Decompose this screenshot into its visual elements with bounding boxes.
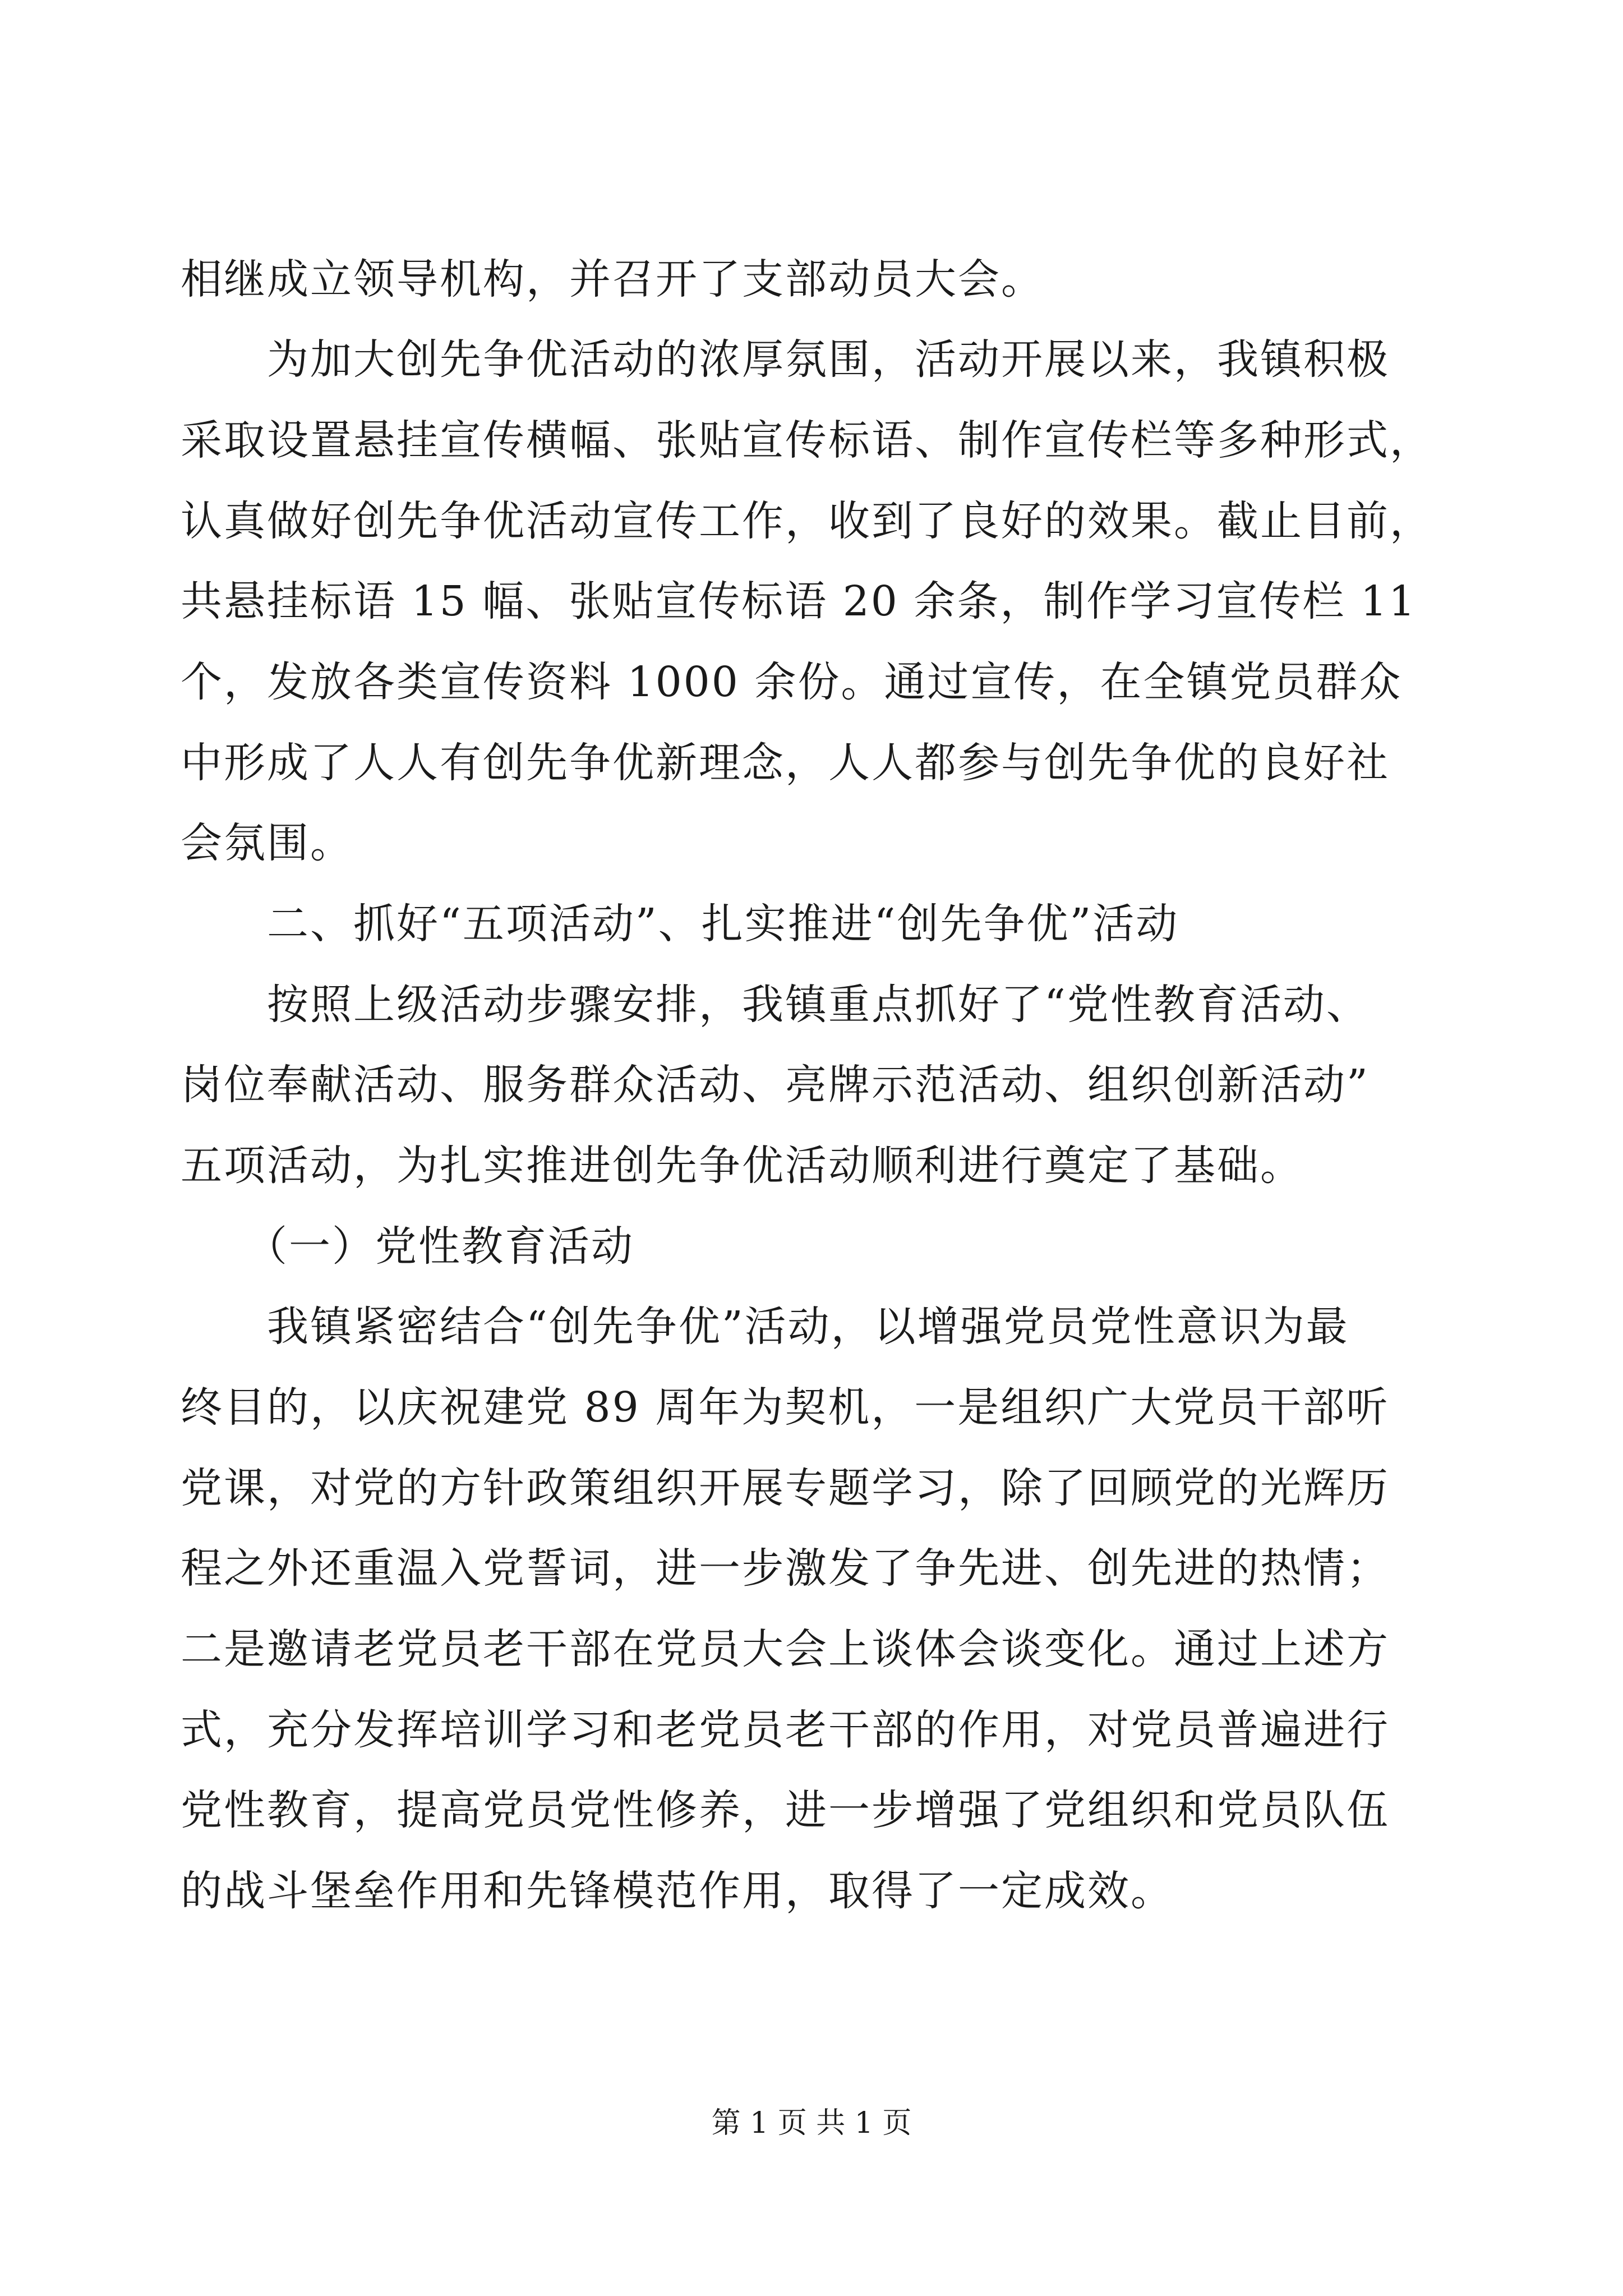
text-line: 认真做好创先争优活动宣传工作，收到了良好的效果。截止目前， xyxy=(181,497,1433,545)
text-line: 终目的，以庆祝建党 89 周年为契机，一是组织广大党员干部听 xyxy=(181,1383,1390,1432)
text-line: 岗位奉献活动、服务群众活动、亮牌示范活动、组织创新活动” xyxy=(181,1061,1370,1109)
text-line: 会氛围。 xyxy=(181,819,353,867)
text-line: 按照上级活动步骤安排，我镇重点抓好了“党性教育活动、 xyxy=(267,981,1370,1029)
subsection-heading: （一）党性教育活动 xyxy=(246,1222,634,1271)
text-line: 个，发放各类宣传资料 1000 余份。通过宣传，在全镇党员群众 xyxy=(181,658,1403,706)
text-line: 我镇紧密结合“创先争优”活动，以增强党员党性意识为最 xyxy=(267,1303,1349,1351)
text-line: 中形成了人人有创先争优新理念，人人都参与创先争优的良好社 xyxy=(181,739,1390,787)
text-line: 程之外还重温入党誓词，进一步激发了争先进、创先进的热情； xyxy=(181,1544,1390,1593)
text-line: 相继成立领导机构，并召开了支部动员大会。 xyxy=(181,255,1044,303)
section-heading: 二、抓好“五项活动”、扎实推进“创先争优”活动 xyxy=(267,900,1179,948)
page-number-footer: 第 1 页 共 1 页 xyxy=(711,2106,912,2140)
text-line: 为加大创先争优活动的浓厚氛围，活动开展以来，我镇积极 xyxy=(267,335,1390,384)
text-line: 式，充分发挥培训学习和老党员老干部的作用，对党员普遍进行 xyxy=(181,1706,1390,1754)
text-line: 共悬挂标语 15 幅、张贴宣传标语 20 余条，制作学习宣传栏 11 xyxy=(181,577,1417,625)
text-line: 党性教育，提高党员党性修养，进一步增强了党组织和党员队伍 xyxy=(181,1786,1390,1834)
text-line: 党课，对党的方针政策组织开展专题学习，除了回顾党的光辉历 xyxy=(181,1464,1390,1512)
text-line: 五项活动，为扎实推进创先争优活动顺利进行奠定了基础。 xyxy=(181,1142,1303,1190)
text-line: 二是邀请老党员老干部在党员大会上谈体会谈变化。通过上述方 xyxy=(181,1625,1390,1673)
text-line: 采取设置悬挂宣传横幅、张贴宣传标语、制作宣传栏等多种形式， xyxy=(181,416,1433,464)
text-line: 的战斗堡垒作用和先锋模范作用，取得了一定成效。 xyxy=(181,1867,1174,1915)
